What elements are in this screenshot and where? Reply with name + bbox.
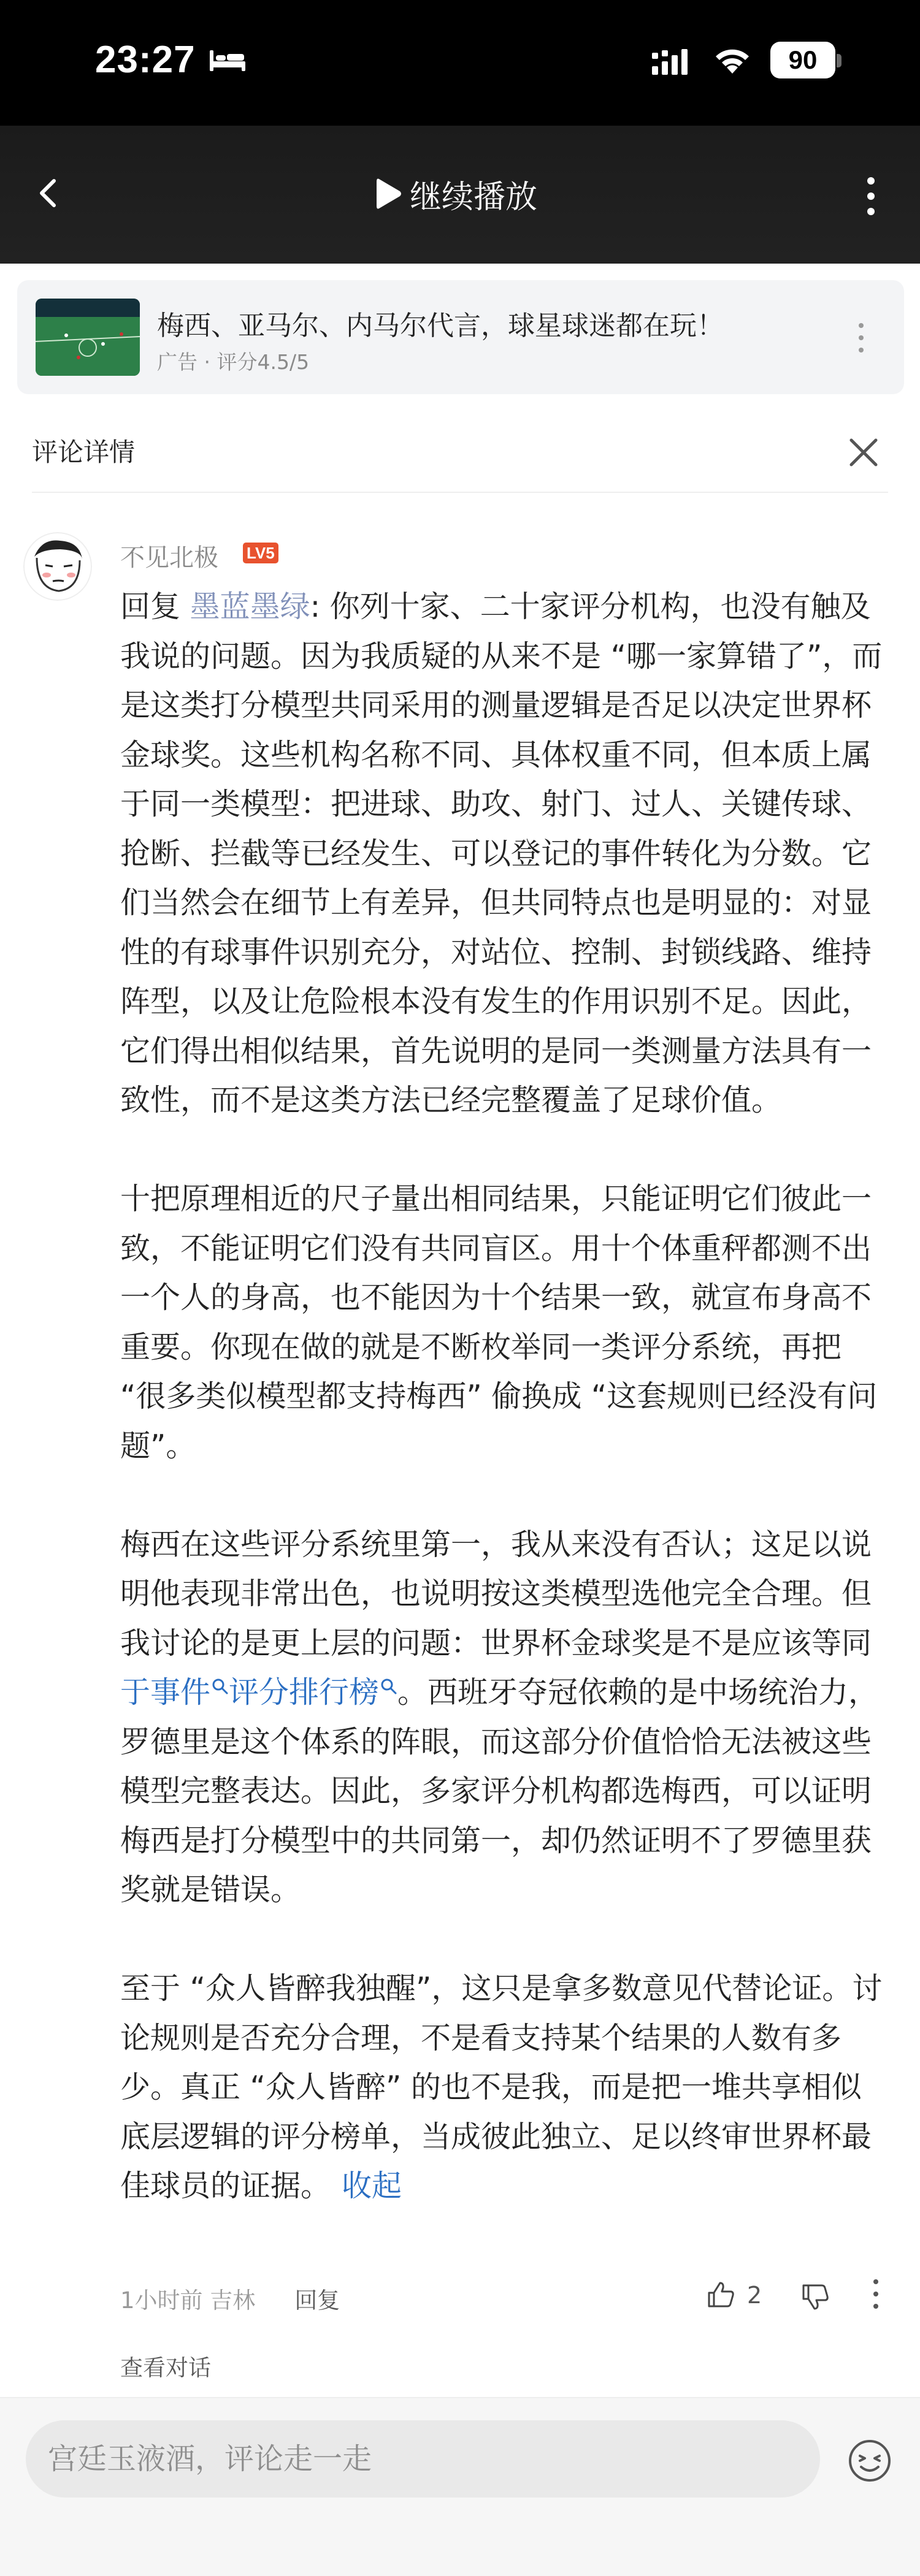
search-link-ranking[interactable]: 评分排行榜 — [229, 1675, 397, 1710]
paragraph-4-text: 至于 “众人皆醉我独醒”，这只是拿多数意见代替论证。讨论规则是否充分合理，不是看支持某个结果的人数有多少。真正 “众人皆醉” 的也不是我，而是把一堆共享相似底层逻辑的评分榜单，当成彼此独立、足以终审世界杯最佳球员的证据。 — [120, 1971, 883, 2203]
comment-time-location: 1小时前 吉林 — [120, 2287, 256, 2314]
ad-banner[interactable] — [17, 280, 904, 394]
divider — [32, 492, 888, 493]
video-header — [0, 126, 920, 264]
emoji-icon[interactable] — [848, 2439, 892, 2483]
comment-input[interactable]: 宫廷玉液酒，评论走一走 — [26, 2420, 820, 2498]
comment-paragraph-1 — [120, 582, 891, 1126]
paragraph-3-text-a: 梅西在这些评分系统里第一，我从来没有否认；这足以说明他表现非常出色，也说明按这类模型选他完全合理。但我讨论的是更上层的问题：世界杯金球奖是不是应该等同 — [120, 1526, 872, 1661]
sleep-focus-icon — [209, 48, 247, 72]
comment-paragraph-4 — [120, 1964, 891, 2211]
reply-button[interactable]: 回复 — [294, 2287, 340, 2314]
continue-play-label: 继续播放 — [410, 178, 538, 216]
back-icon[interactable] — [31, 175, 67, 211]
paragraph-3-text-b: 。西班牙夺冠依赖的是中场统治力，罗德里是这个体系的阵眼，而这部分价值恰恰无法被这些模型完整表达。因此，多家评分机构都选梅西，可以证明梅西是打分模型中的共同第一，却仍然证明不了罗德里获奖就是错误。 — [120, 1675, 879, 1907]
ad-title: 梅西、亚马尔、内马尔代言，球星球迷都在玩！ — [157, 310, 724, 341]
like-count: 2 — [747, 2282, 762, 2309]
comment-username[interactable]: 不见北极 — [120, 544, 218, 572]
search-icon — [212, 1678, 229, 1695]
search-icon — [380, 1678, 397, 1695]
view-conversation-link[interactable]: 查看对话 — [120, 2355, 211, 2381]
status-bar — [0, 0, 920, 126]
comment-paragraph-2: 十把原理相近的尺子量出相同结果，只能证明它们彼此一致，不能证明它们没有共同盲区。用十个体重秤都测不出一个人的身高，也不能因为十个结果一致，就宣布身高不重要。你现在做的就是不断枚举同一类评分系统，再把 “很多类似模型都支持梅西” 偷换成 “这套规则已经没有问题”。 — [120, 1181, 878, 1463]
more-options-icon[interactable] — [859, 175, 883, 218]
comment-body — [120, 582, 891, 2211]
battery-tip — [837, 54, 841, 67]
battery-indicator: 90 — [770, 42, 835, 78]
status-time: 23:27 — [95, 39, 196, 81]
comment-more-icon[interactable] — [870, 2276, 882, 2312]
cellular-signal-icon — [652, 48, 689, 75]
comment-input-bar — [0, 2397, 920, 2576]
reply-prefix: 回复 — [120, 589, 190, 624]
paragraph-1-text: : 你列十家、二十家评分机构，也没有触及我说的问题。因为我质疑的从来不是 “哪一家算错了”，而是这类打分模型共同采用的测量逻辑是否足以决定世界杯金球奖。这些机构名称不同、具体权重不同，但本质上属于同一类模型：把进球、助攻、射门、过人、关键传球、抢断、拦截等已经发生、可以登记的事件转化为分数。它们当然会在细节上有差异，但共同特点也是明显的：对显性的有球事件识别充分，对站位、控制、封锁线路、维持阵型，以及让危险根本没有发生的作用识别不足。因此，它们得出相似结果，首先说明的是同一类测量方法具有一致性，而不是这类方法已经完整覆盖了足球价值。 — [120, 589, 883, 1118]
close-icon[interactable] — [846, 435, 881, 470]
wifi-icon — [713, 45, 751, 75]
thumbs-down-icon[interactable] — [800, 2282, 830, 2312]
ad-subtitle: 广告 · 评分4.5/5 — [157, 350, 310, 374]
comment-paragraph-3 — [120, 1520, 891, 1915]
comment-meta — [120, 2282, 340, 2315]
collapse-link[interactable]: 收起 — [342, 2168, 402, 2203]
play-icon — [374, 175, 404, 212]
ad-more-icon[interactable] — [855, 319, 867, 356]
comment-detail-title: 评论详情 — [32, 437, 136, 467]
level-badge: LV5 — [243, 543, 278, 563]
mention-link[interactable]: 墨蓝墨绿 — [190, 589, 310, 624]
thumbs-up-icon[interactable] — [705, 2279, 736, 2310]
continue-play-button[interactable] — [374, 173, 537, 214]
avatar[interactable] — [23, 532, 92, 601]
football-field-image — [36, 299, 140, 376]
ad-thumbnail — [36, 299, 140, 376]
search-link-event[interactable]: 于事件 — [120, 1675, 229, 1710]
